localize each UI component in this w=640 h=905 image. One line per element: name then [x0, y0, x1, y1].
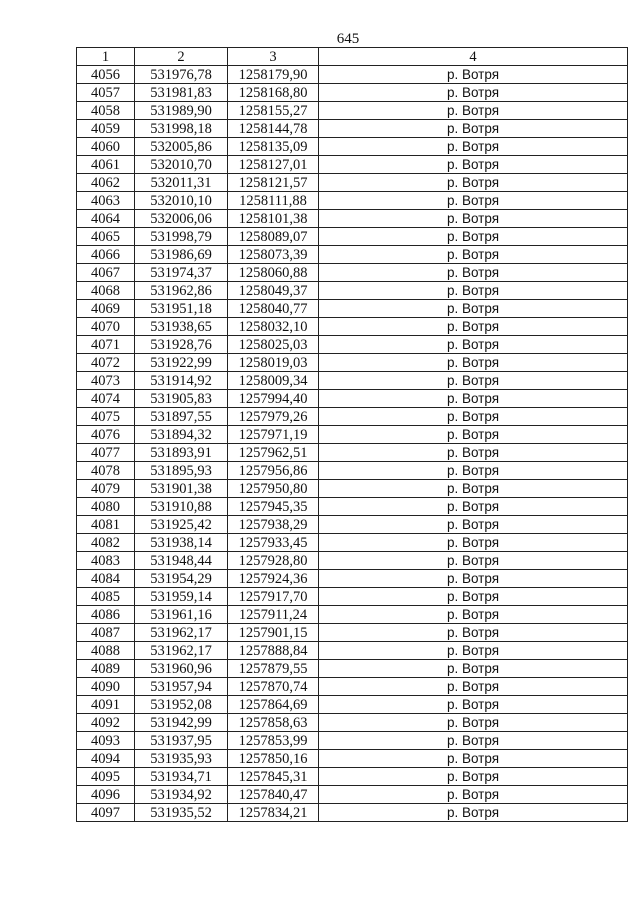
- header-col-4: 4: [319, 48, 628, 66]
- y-coordinate-cell: 1258049,37: [228, 282, 319, 300]
- x-coordinate-cell: 531948,44: [135, 552, 228, 570]
- description-cell: р. Вотря: [319, 714, 628, 732]
- y-coordinate-cell: 1258111,88: [228, 192, 319, 210]
- y-coordinate-cell: 1257853,99: [228, 732, 319, 750]
- x-coordinate-cell: 531942,99: [135, 714, 228, 732]
- description-cell: р. Вотря: [319, 660, 628, 678]
- table-row: [77, 408, 628, 426]
- y-coordinate-cell: 1257840,47: [228, 786, 319, 804]
- point-number-cell: 4061: [77, 156, 135, 174]
- point-number-cell: 4084: [77, 570, 135, 588]
- point-number-cell: 4057: [77, 84, 135, 102]
- x-coordinate-cell: 531901,38: [135, 480, 228, 498]
- x-coordinate-cell: 531937,95: [135, 732, 228, 750]
- description-cell: р. Вотря: [319, 624, 628, 642]
- table-row: [77, 624, 628, 642]
- point-number-cell: 4083: [77, 552, 135, 570]
- description-cell: р. Вотря: [319, 318, 628, 336]
- x-coordinate-cell: 531957,94: [135, 678, 228, 696]
- x-coordinate-cell: 531895,93: [135, 462, 228, 480]
- point-number-cell: 4069: [77, 300, 135, 318]
- description-cell: р. Вотря: [319, 390, 628, 408]
- point-number-cell: 4087: [77, 624, 135, 642]
- y-coordinate-cell: 1258144,78: [228, 120, 319, 138]
- y-coordinate-cell: 1257845,31: [228, 768, 319, 786]
- point-number-cell: 4096: [77, 786, 135, 804]
- description-cell: р. Вотря: [319, 588, 628, 606]
- table-row: [77, 138, 628, 156]
- x-coordinate-cell: 531914,92: [135, 372, 228, 390]
- description-cell: р. Вотря: [319, 372, 628, 390]
- x-coordinate-cell: 531981,83: [135, 84, 228, 102]
- y-coordinate-cell: 1257994,40: [228, 390, 319, 408]
- description-cell: р. Вотря: [319, 696, 628, 714]
- description-cell: р. Вотря: [319, 228, 628, 246]
- point-number-cell: 4068: [77, 282, 135, 300]
- table-row: [77, 228, 628, 246]
- y-coordinate-cell: 1258040,77: [228, 300, 319, 318]
- description-cell: р. Вотря: [319, 606, 628, 624]
- table-row: [77, 462, 628, 480]
- point-number-cell: 4065: [77, 228, 135, 246]
- description-cell: р. Вотря: [319, 300, 628, 318]
- description-cell: р. Вотря: [319, 444, 628, 462]
- description-cell: р. Вотря: [319, 534, 628, 552]
- table-row: [77, 768, 628, 786]
- y-coordinate-cell: 1258019,03: [228, 354, 319, 372]
- description-cell: р. Вотря: [319, 570, 628, 588]
- coordinates-table: [76, 47, 628, 822]
- y-coordinate-cell: 1257945,35: [228, 498, 319, 516]
- x-coordinate-cell: 531922,99: [135, 354, 228, 372]
- table-row: [77, 354, 628, 372]
- y-coordinate-cell: 1257979,26: [228, 408, 319, 426]
- x-coordinate-cell: 531998,18: [135, 120, 228, 138]
- x-coordinate-cell: 531935,93: [135, 750, 228, 768]
- x-coordinate-cell: 531935,52: [135, 804, 228, 822]
- description-cell: р. Вотря: [319, 210, 628, 228]
- point-number-cell: 4097: [77, 804, 135, 822]
- description-cell: р. Вотря: [319, 192, 628, 210]
- point-number-cell: 4095: [77, 768, 135, 786]
- x-coordinate-cell: 531962,17: [135, 624, 228, 642]
- table-row: [77, 804, 628, 822]
- point-number-cell: 4094: [77, 750, 135, 768]
- table-row: [77, 390, 628, 408]
- description-cell: р. Вотря: [319, 750, 628, 768]
- y-coordinate-cell: 1257938,29: [228, 516, 319, 534]
- description-cell: р. Вотря: [319, 804, 628, 822]
- x-coordinate-cell: 531960,96: [135, 660, 228, 678]
- x-coordinate-cell: 531894,32: [135, 426, 228, 444]
- table-row: [77, 534, 628, 552]
- table-row: [77, 246, 628, 264]
- point-number-cell: 4063: [77, 192, 135, 210]
- description-cell: р. Вотря: [319, 120, 628, 138]
- x-coordinate-cell: 531951,18: [135, 300, 228, 318]
- description-cell: р. Вотря: [319, 642, 628, 660]
- point-number-cell: 4059: [77, 120, 135, 138]
- y-coordinate-cell: 1258121,57: [228, 174, 319, 192]
- table-row: [77, 300, 628, 318]
- y-coordinate-cell: 1257917,70: [228, 588, 319, 606]
- description-cell: р. Вотря: [319, 66, 628, 84]
- description-cell: р. Вотря: [319, 480, 628, 498]
- y-coordinate-cell: 1257928,80: [228, 552, 319, 570]
- point-number-cell: 4089: [77, 660, 135, 678]
- point-number-cell: 4058: [77, 102, 135, 120]
- y-coordinate-cell: 1258127,01: [228, 156, 319, 174]
- x-coordinate-cell: 531952,08: [135, 696, 228, 714]
- table-row: [77, 192, 628, 210]
- y-coordinate-cell: 1257962,51: [228, 444, 319, 462]
- table-row: [77, 156, 628, 174]
- point-number-cell: 4081: [77, 516, 135, 534]
- table-row: [77, 264, 628, 282]
- description-cell: р. Вотря: [319, 768, 628, 786]
- y-coordinate-cell: 1258073,39: [228, 246, 319, 264]
- point-number-cell: 4076: [77, 426, 135, 444]
- x-coordinate-cell: 532011,31: [135, 174, 228, 192]
- y-coordinate-cell: 1257864,69: [228, 696, 319, 714]
- point-number-cell: 4077: [77, 444, 135, 462]
- table-row: [77, 516, 628, 534]
- description-cell: р. Вотря: [319, 498, 628, 516]
- y-coordinate-cell: 1258060,88: [228, 264, 319, 282]
- y-coordinate-cell: 1257870,74: [228, 678, 319, 696]
- table-row: [77, 102, 628, 120]
- table-row: [77, 426, 628, 444]
- table-row: [77, 174, 628, 192]
- description-cell: р. Вотря: [319, 246, 628, 264]
- table-row: [77, 318, 628, 336]
- point-number-cell: 4091: [77, 696, 135, 714]
- point-number-cell: 4067: [77, 264, 135, 282]
- table-row: [77, 552, 628, 570]
- point-number-cell: 4073: [77, 372, 135, 390]
- x-coordinate-cell: 532010,70: [135, 156, 228, 174]
- y-coordinate-cell: 1258032,10: [228, 318, 319, 336]
- table-row: [77, 66, 628, 84]
- description-cell: р. Вотря: [319, 516, 628, 534]
- description-cell: р. Вотря: [319, 156, 628, 174]
- description-cell: р. Вотря: [319, 426, 628, 444]
- table-row: [77, 210, 628, 228]
- table-row: [77, 372, 628, 390]
- table-row: [77, 750, 628, 768]
- y-coordinate-cell: 1257834,21: [228, 804, 319, 822]
- header-col-1: 1: [77, 48, 135, 66]
- x-coordinate-cell: 532005,86: [135, 138, 228, 156]
- point-number-cell: 4062: [77, 174, 135, 192]
- y-coordinate-cell: 1257950,80: [228, 480, 319, 498]
- table-row: [77, 444, 628, 462]
- table-row: [77, 606, 628, 624]
- x-coordinate-cell: 531934,71: [135, 768, 228, 786]
- description-cell: р. Вотря: [319, 732, 628, 750]
- point-number-cell: 4093: [77, 732, 135, 750]
- table-row: [77, 498, 628, 516]
- description-cell: р. Вотря: [319, 408, 628, 426]
- table-row: [77, 732, 628, 750]
- point-number-cell: 4092: [77, 714, 135, 732]
- point-number-cell: 4082: [77, 534, 135, 552]
- y-coordinate-cell: 1258025,03: [228, 336, 319, 354]
- table-row: [77, 714, 628, 732]
- table-row: [77, 786, 628, 804]
- description-cell: р. Вотря: [319, 336, 628, 354]
- x-coordinate-cell: 531962,17: [135, 642, 228, 660]
- x-coordinate-cell: 531954,29: [135, 570, 228, 588]
- description-cell: р. Вотря: [319, 678, 628, 696]
- x-coordinate-cell: 531905,83: [135, 390, 228, 408]
- y-coordinate-cell: 1258168,80: [228, 84, 319, 102]
- x-coordinate-cell: 531976,78: [135, 66, 228, 84]
- table-row: [77, 696, 628, 714]
- x-coordinate-cell: 531893,91: [135, 444, 228, 462]
- point-number-cell: 4078: [77, 462, 135, 480]
- point-number-cell: 4075: [77, 408, 135, 426]
- point-number-cell: 4070: [77, 318, 135, 336]
- table-row: [77, 282, 628, 300]
- description-cell: р. Вотря: [319, 84, 628, 102]
- description-cell: р. Вотря: [319, 138, 628, 156]
- table-row: [77, 678, 628, 696]
- y-coordinate-cell: 1257956,86: [228, 462, 319, 480]
- description-cell: р. Вотря: [319, 354, 628, 372]
- x-coordinate-cell: 531928,76: [135, 336, 228, 354]
- y-coordinate-cell: 1258101,38: [228, 210, 319, 228]
- x-coordinate-cell: 531938,65: [135, 318, 228, 336]
- y-coordinate-cell: 1257971,19: [228, 426, 319, 444]
- y-coordinate-cell: 1257911,24: [228, 606, 319, 624]
- description-cell: р. Вотря: [319, 786, 628, 804]
- y-coordinate-cell: 1258009,34: [228, 372, 319, 390]
- x-coordinate-cell: 531934,92: [135, 786, 228, 804]
- point-number-cell: 4064: [77, 210, 135, 228]
- table-row: [77, 570, 628, 588]
- y-coordinate-cell: 1257924,36: [228, 570, 319, 588]
- header-col-3: 3: [228, 48, 319, 66]
- x-coordinate-cell: 532006,06: [135, 210, 228, 228]
- point-number-cell: 4090: [77, 678, 135, 696]
- y-coordinate-cell: 1257888,84: [228, 642, 319, 660]
- x-coordinate-cell: 531925,42: [135, 516, 228, 534]
- description-cell: р. Вотря: [319, 174, 628, 192]
- header-col-2: 2: [135, 48, 228, 66]
- description-cell: р. Вотря: [319, 552, 628, 570]
- x-coordinate-cell: 531986,69: [135, 246, 228, 264]
- x-coordinate-cell: 531959,14: [135, 588, 228, 606]
- point-number-cell: 4071: [77, 336, 135, 354]
- point-number-cell: 4088: [77, 642, 135, 660]
- x-coordinate-cell: 531938,14: [135, 534, 228, 552]
- x-coordinate-cell: 531989,90: [135, 102, 228, 120]
- table-row: [77, 660, 628, 678]
- point-number-cell: 4086: [77, 606, 135, 624]
- table-body: [77, 66, 628, 822]
- table-row: [77, 642, 628, 660]
- point-number-cell: 4066: [77, 246, 135, 264]
- table-row: [77, 480, 628, 498]
- point-number-cell: 4080: [77, 498, 135, 516]
- table-row: [77, 120, 628, 138]
- point-number-cell: 4074: [77, 390, 135, 408]
- y-coordinate-cell: 1257901,15: [228, 624, 319, 642]
- x-coordinate-cell: 531998,79: [135, 228, 228, 246]
- table-header-row: [77, 48, 628, 66]
- y-coordinate-cell: 1257879,55: [228, 660, 319, 678]
- description-cell: р. Вотря: [319, 282, 628, 300]
- y-coordinate-cell: 1257850,16: [228, 750, 319, 768]
- y-coordinate-cell: 1257858,63: [228, 714, 319, 732]
- y-coordinate-cell: 1257933,45: [228, 534, 319, 552]
- x-coordinate-cell: 531897,55: [135, 408, 228, 426]
- y-coordinate-cell: 1258179,90: [228, 66, 319, 84]
- x-coordinate-cell: 531910,88: [135, 498, 228, 516]
- x-coordinate-cell: 531961,16: [135, 606, 228, 624]
- description-cell: р. Вотря: [319, 264, 628, 282]
- point-number-cell: 4079: [77, 480, 135, 498]
- y-coordinate-cell: 1258089,07: [228, 228, 319, 246]
- point-number-cell: 4085: [77, 588, 135, 606]
- x-coordinate-cell: 532010,10: [135, 192, 228, 210]
- point-number-cell: 4072: [77, 354, 135, 372]
- x-coordinate-cell: 531974,37: [135, 264, 228, 282]
- table-row: [77, 336, 628, 354]
- table-row: [77, 84, 628, 102]
- description-cell: р. Вотря: [319, 462, 628, 480]
- point-number-cell: 4056: [77, 66, 135, 84]
- y-coordinate-cell: 1258135,09: [228, 138, 319, 156]
- point-number-cell: 4060: [77, 138, 135, 156]
- x-coordinate-cell: 531962,86: [135, 282, 228, 300]
- page-number: 645: [336, 31, 360, 47]
- y-coordinate-cell: 1258155,27: [228, 102, 319, 120]
- description-cell: р. Вотря: [319, 102, 628, 120]
- table-row: [77, 588, 628, 606]
